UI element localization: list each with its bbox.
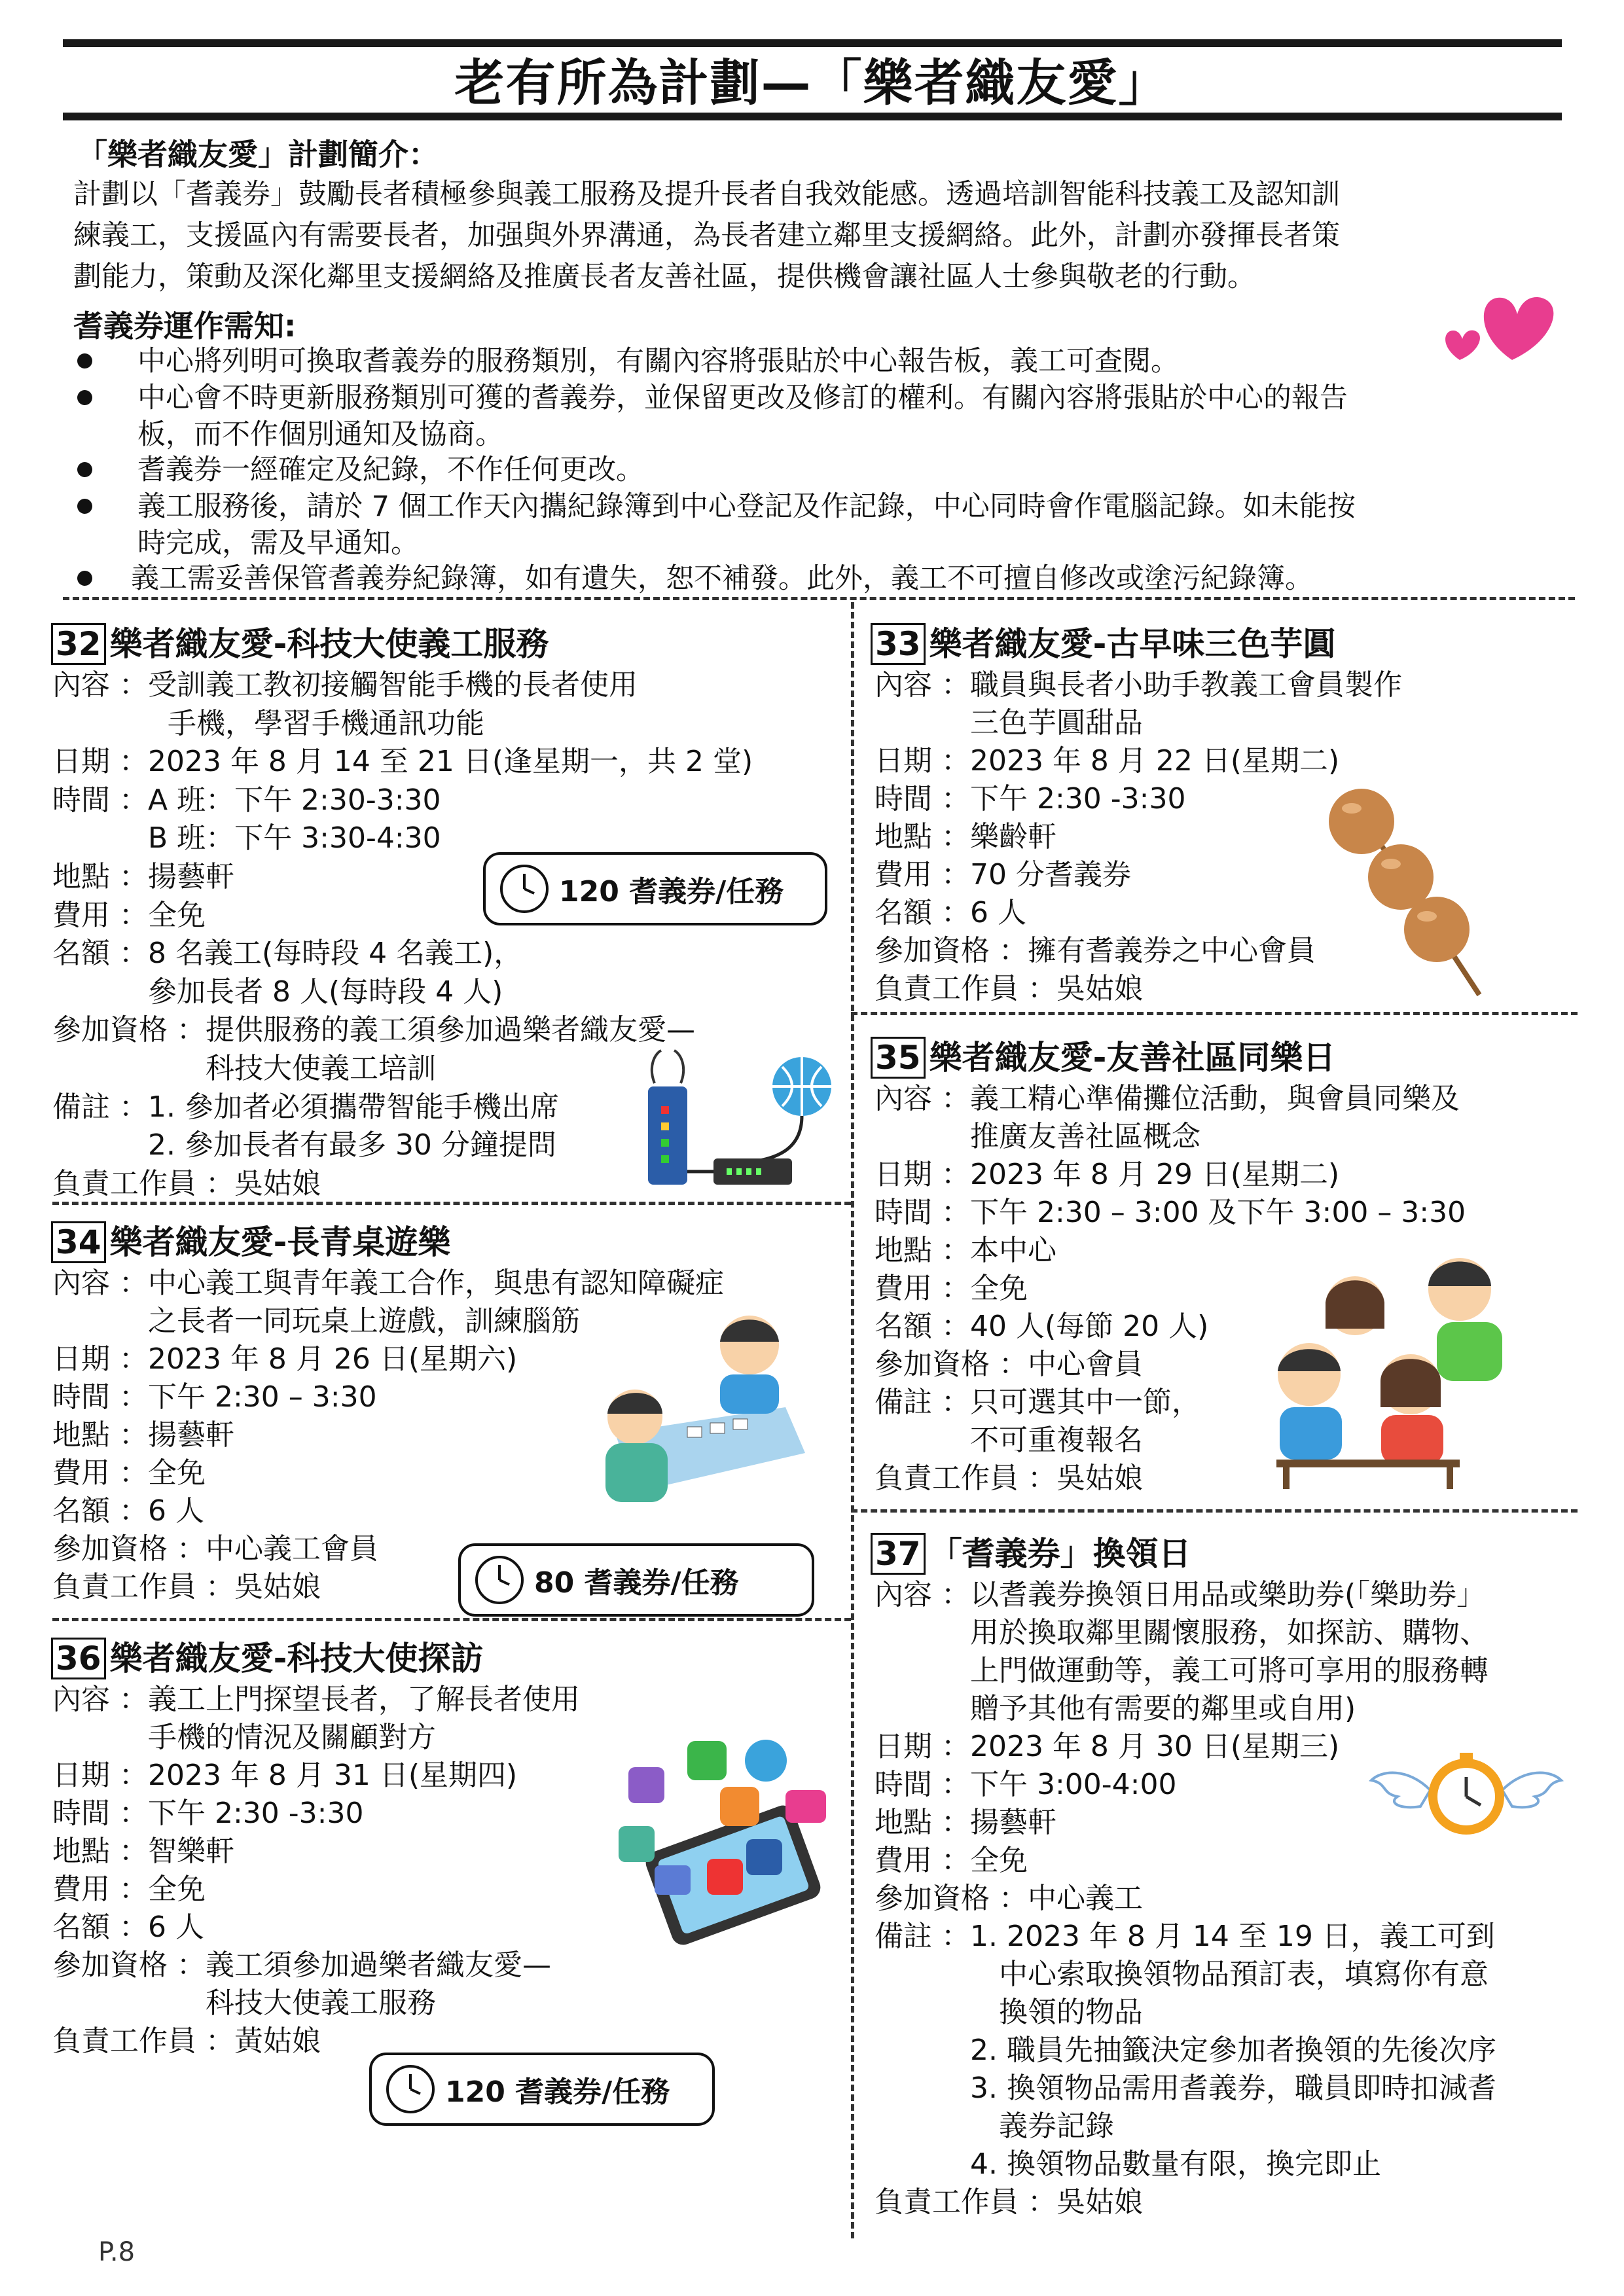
section-line: 2. 職員先抽籤決定參加者換領的先後次序: [875, 2034, 1496, 2067]
clock-icon: [473, 1553, 526, 1607]
section-line: 參加資格 ：義工須參加過樂者織友愛—: [52, 1948, 551, 1982]
rule-item: [137, 452, 644, 488]
section-line: 備註 ：只可選其中一節，: [875, 1386, 1200, 1419]
section-line: 時間 ：下午 2:30 – 3:00 及下午 3:00 – 3:30: [875, 1196, 1466, 1229]
divider-columns: [851, 602, 854, 2238]
section-title-text: 樂者織友愛-科技大使義工服務: [109, 625, 549, 663]
section-line: 負責工作員 ：吳姑娘: [875, 1462, 1143, 1495]
section-line: 4. 換領物品數量有限，換完即止: [875, 2147, 1381, 2181]
clock-icon: [497, 862, 551, 916]
divider-rules: [63, 597, 1575, 600]
rule-item-line: 中心會不時更新服務類別可獲的耆義券，並保留更改及修訂的權利。有關內容將張貼於中心的報告: [137, 382, 1348, 414]
section-title-text: 樂者織友愛-友善社區同樂日: [929, 1039, 1336, 1077]
rules-heading: 耆義券運作需知:: [73, 308, 297, 344]
section-line: 義券記錄: [875, 2109, 1114, 2143]
bullet-dot: [77, 390, 92, 405]
section-line: 備註 ：1. 參加者必須攜帶智能手機出席: [52, 1090, 559, 1124]
section-line: 三色芋圓甜品: [875, 706, 1143, 740]
section-line: 換領的物品: [875, 1996, 1143, 2029]
divider-left-2: [52, 1618, 851, 1621]
bullet-dot: [77, 462, 92, 477]
intro-paragraph: [73, 174, 1579, 298]
bullet-dot: [77, 499, 92, 514]
section-number: 34: [51, 1221, 106, 1263]
section-line: 名額 ：8 名義工(每時段 4 名義工)，: [52, 937, 523, 971]
section-line: 費用 ：全免: [52, 1873, 206, 1906]
section-number: 36: [51, 1638, 106, 1679]
section-line: 參加資格 ：擁有耆義券之中心會員: [875, 934, 1316, 967]
rule-item-line: 中心將列明可換取耆義券的服務類別，有關內容將張貼於中心報告板，義工可查閱。: [137, 345, 1179, 378]
section-33-title: [871, 618, 1335, 665]
section-line: 費用 ：全免: [875, 1272, 1028, 1305]
section-number: 35: [871, 1037, 926, 1079]
section-line: 科技大使義工服務: [52, 1986, 436, 2020]
section-number: 32: [51, 623, 106, 665]
voucher-text: 120 耆義券/任務: [559, 875, 784, 908]
section-line: 日期 ：2023 年 8 月 26 日(星期六): [52, 1342, 518, 1376]
section-line: 參加資格 ：中心會員: [875, 1348, 1143, 1381]
section-line: 日期 ：2023 年 8 月 29 日(星期二): [875, 1158, 1340, 1191]
section-line: 名額 ：6 人: [875, 896, 1026, 929]
flying-clock-icon: [1368, 1741, 1564, 1852]
section-36-title: [51, 1632, 483, 1679]
section-line: 時間 ：A 班：下午 2:30-3:30: [52, 783, 441, 817]
section-title-text: 「耆義券」換領日: [929, 1535, 1191, 1573]
section-32-title: [51, 618, 549, 665]
section-line: 負責工作員 ：吳姑娘: [52, 1166, 321, 1200]
section-line: 名額 ：6 人: [52, 1494, 204, 1528]
section-line: 手機，學習手機通訊功能: [52, 706, 484, 740]
section-line: 參加資格 ：提供服務的義工須參加過樂者織友愛—: [52, 1013, 695, 1047]
section-title-text: 樂者織友愛-科技大使探訪: [109, 1640, 484, 1677]
section-line: 費用 ：全免: [52, 1456, 206, 1490]
section-line: 負責工作員 ：黃姑娘: [52, 2024, 321, 2058]
clock-icon: [384, 2062, 437, 2116]
section-line: 內容 ：職員與長者小助手教義工會員製作: [875, 668, 1402, 702]
smartphone-apps-icon: [615, 1728, 838, 1950]
section-title-text: 樂者織友愛-長青桌遊樂: [109, 1223, 451, 1261]
section-line: 負責工作員 ：吳姑娘: [52, 1570, 321, 1604]
intro-line: 計劃以「耆義券」鼓勵長者積極參與義工服務及提升長者自我效能感。透過培訓智能科技義工及認知訓: [73, 178, 1340, 211]
voucher-badge-32: [483, 852, 827, 925]
section-number: 33: [871, 623, 926, 665]
section-line: 名額 ：40 人(每節 20 人): [875, 1310, 1209, 1343]
section-line: 日期 ：2023 年 8 月 14 至 21 日(逢星期一，共 2 堂): [52, 745, 753, 779]
section-line: 內容 ：受訓義工教初接觸智能手機的長者使用: [52, 668, 638, 702]
section-line: 地點 ：本中心: [875, 1234, 1056, 1267]
section-line: 時間 ：下午 2:30 -3:30: [875, 782, 1186, 816]
rule-item-line: 耆義券一經確定及紀錄，不作任何更改。: [137, 454, 644, 486]
rule-item-line: 義工服務後，請於 7 個工作天內攜紀錄簿到中心登記及作記錄，中心同時會作電腦記錄。如未能按: [137, 490, 1356, 523]
rule-item-line: 板，而不作個別通知及協商。: [137, 418, 503, 451]
section-35-title: [871, 1031, 1335, 1079]
dango-icon: [1316, 779, 1499, 1001]
section-line: 內容 ：義工精心準備攤位活動，與會員同樂及: [875, 1082, 1460, 1115]
section-line: 不可重複報名: [875, 1424, 1143, 1457]
section-line: 內容 ：以耆義券換領日用品或樂助券(「樂助券」: [875, 1578, 1486, 1611]
section-line: 地點 ：揚藝軒: [52, 1418, 234, 1452]
section-line: B 班：下午 3:30-4:30: [52, 821, 441, 855]
section-line: 時間 ：下午 2:30 -3:30: [52, 1797, 364, 1830]
section-line: 負責工作員 ：吳姑娘: [875, 972, 1143, 1005]
intro-heading: 「樂者織友愛」計劃簡介：: [77, 137, 439, 172]
section-line: 負責工作員 ：吳姑娘: [875, 2185, 1143, 2219]
section-line: 3. 換領物品需用耆義券，職員即時扣減耆: [875, 2072, 1496, 2105]
section-line: 推廣友善社區概念: [875, 1120, 1200, 1153]
section-line: 參加資格 ：中心義工會員: [52, 1532, 378, 1566]
rule-item-line: 時完成，需及早通知。: [137, 527, 419, 560]
rule-item: [137, 343, 1179, 380]
voucher-badge-36: [369, 2053, 715, 2126]
bullet-dot: [77, 571, 92, 586]
section-line: 上門做運動等，義工可將可享用的服務轉: [875, 1654, 1489, 1687]
page-title: 老有所為計劃—「樂者織友愛」: [454, 54, 1170, 112]
section-line: 備註 ：1. 2023 年 8 月 14 至 19 日，義工可到: [875, 1920, 1495, 1953]
router-icon: [641, 1041, 838, 1198]
hearts-icon: [1434, 268, 1564, 367]
voucher-badge-34: [458, 1543, 814, 1617]
rule-item-line: 義工需妥善保管耆義券紀錄簿，如有遺失，恕不補發。此外，義工不可擅自修改或塗污紀錄簿。: [131, 562, 1313, 595]
section-line: 日期 ：2023 年 8 月 22 日(星期二): [875, 744, 1340, 778]
rule-item: [137, 380, 1348, 453]
board-game-kids-icon: [589, 1302, 812, 1512]
section-number: 37: [871, 1533, 926, 1575]
section-line: 贈予其他有需要的鄰里或自用): [875, 1692, 1356, 1725]
section-line: 名額 ：6 人: [52, 1910, 204, 1944]
intro-line: 練義工，支援區內有需要長者，加强與外界溝通，為長者建立鄰里支援網絡。此外，計劃亦發揮長者策: [73, 219, 1340, 252]
section-line: 參加長者 8 人(每時段 4 人): [52, 975, 503, 1009]
divider-right-1: [851, 1012, 1578, 1015]
section-line: 2. 參加長者有最多 30 分鐘提問: [52, 1128, 556, 1162]
section-line: 內容 ：中心義工與青年義工合作，與患有認知障礙症: [52, 1266, 724, 1300]
section-title-text: 樂者織友愛-古早味三色芋圓: [929, 625, 1336, 663]
section-line: 中心索取換領物品預訂表，填寫你有意: [875, 1958, 1489, 1991]
page-number: P.8: [98, 2237, 135, 2267]
intro-line: 劃能力，策動及深化鄰里支援網絡及推廣長者友善社區，提供機會讓社區人士參與敬老的行動。: [73, 260, 1255, 293]
rule-item: [137, 488, 1356, 562]
section-line: 手機的情況及關顧對方: [52, 1721, 436, 1754]
section-line: 地點 ：樂齡軒: [875, 820, 1056, 853]
voucher-text: 80 耆義券/任務: [534, 1566, 739, 1600]
section-line: 地點 ：智樂軒: [52, 1835, 234, 1868]
section-line: 時間 ：下午 2:30 – 3:30: [52, 1380, 377, 1414]
section-line: 費用 ：全免: [875, 1844, 1028, 1877]
section-line: 地點 ：揚藝軒: [875, 1806, 1056, 1839]
rule-item: [131, 560, 1313, 597]
section-line: 日期 ：2023 年 8 月 30 日(星期三): [875, 1730, 1340, 1763]
section-37-title: [871, 1528, 1191, 1575]
section-line: 內容 ：義工上門探望長者，了解長者使用: [52, 1683, 580, 1716]
section-line: 之長者一同玩桌上遊戲，訓練腦筋: [52, 1304, 580, 1338]
section-line: 日期 ：2023 年 8 月 31 日(星期四): [52, 1759, 518, 1792]
section-line: 科技大使義工培訓: [52, 1052, 436, 1085]
cheering-kids-icon: [1250, 1244, 1538, 1492]
section-line: 時間 ：下午 3:00-4:00: [875, 1768, 1177, 1801]
divider-right-2: [851, 1509, 1578, 1513]
section-line: 費用 ：全免: [52, 898, 206, 932]
section-line: 地點 ：揚藝軒: [52, 860, 234, 893]
section-line: 參加資格 ：中心義工: [875, 1882, 1143, 1915]
section-line: 用於換取鄰里關懷服務，如探訪、購物、: [875, 1616, 1489, 1649]
section-34-title: [51, 1216, 450, 1263]
section-line: 費用 ：70 分耆義券: [875, 858, 1131, 891]
voucher-text: 120 耆義券/任務: [445, 2075, 670, 2109]
bullet-dot: [77, 353, 92, 368]
